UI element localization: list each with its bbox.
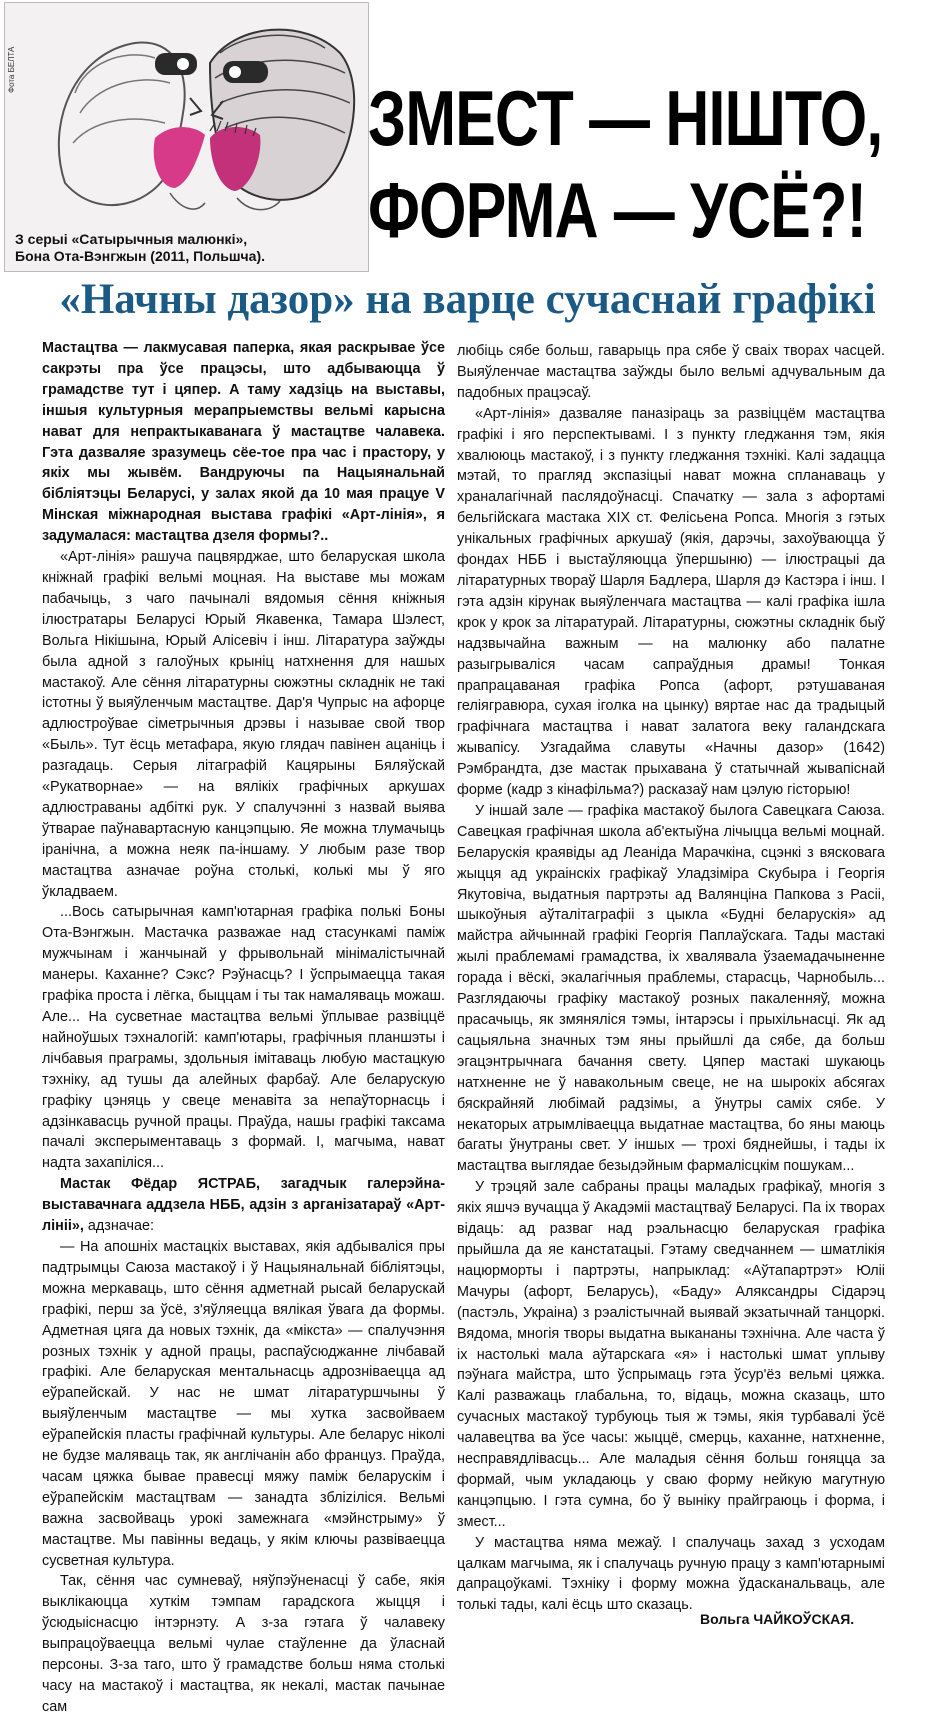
- left-mask: [155, 53, 197, 75]
- headline-line-1: ЗМЕСТ — НІШТО,: [368, 74, 883, 162]
- caption-line-1: З серыі «Сатырычныя малюнкі»,: [15, 231, 248, 247]
- lead-paragraph: Мастацтва — лакмусавая паперка, якая раскрывае ўсе сакрэты пра ўсе працэсы, што адбываюцца ў грамадстве тут і цяпер. А таму хадзіць на выставы, іншыя культурныя мерапрыемствы вельмі карысна нават для непрактыкаванага ў мастацтве чалавека. Гэта дазваляе зразумець сёе-тое пра час і прастору, у якіх мы жывём. Вандруючы па Нацыянальнай бібліятэцы Беларусі, у залах якой да 10 мая працуе V Мінская міжнародная выстава графікі «Арт-лінія», я задумалася: мастацтва дзеля формы?..: [42, 340, 445, 545]
- interviewee-intro-rest: адзначае:: [83, 1218, 154, 1235]
- paragraph: — На апошніх мастацкіх выставах, якія адбываліся пры падтрымцы Саюза мастакоў і ў Нацыянальнай бібліятэцы, можна меркаваць, што сёння адметнай рысай беларускай графікі, перш за ўсё, з'яўляецца вялікая ўвага да формы. Адметная цяга да новых тэхнік, да «мікста» — спалучэння розных тэхнік у адной працы, распаўсюджанне лічбавай графікі. Але беларуская ментальнасць адрозніваецца ад еўрапейскай. У нас не шмат літаратуршчыны ў выяўленчым мастацтве — мы хутка засвойваем еўрапейскія пласты графічнай культуры. Але беларус ніколі не будзе маляваць так, як англічанін або француз. Праўда, часам цяжка бывае правесці мяжу паміж беларускім і еўрапейскім мастацтвам — занадта збліzіліся. Вельмі важна засвойваць урокі замежнага «мэйнстрыму» ў мастацтве. Мы павінны ведаць, у якім ключы развіваецца сусветная культура.: [42, 1238, 445, 1569]
- headline-line-2: ФОРМА — УСЁ?!: [368, 166, 867, 254]
- interview-intro-paragraph: [42, 1174, 445, 1237]
- paragraph: любіць сябе больш, гаварыць пра сябе ў сваіх творах часцей. Выяўленчае мастацтва заўжды было вельмі адчувальным да падобных працэсаў.: [457, 343, 885, 401]
- author-signature: Вольга ЧАЙКОЎСКАЯ.: [700, 1611, 855, 1627]
- paragraph: «Арт-лінія» рашуча пацвярджае, што беларуская школа кніжнай графікі вельмі моцная. На выставе мы можам пабачыць, з чаго пачыналі вядомыя сёння кніжныя ілюстратары Беларусі Юрый Якавенка, Тамара Шэлест, Вольга Нікішына, Юрый Алісевіч і інш. Літаратура заўжды была адной з галоўных крыніц натхнення для нашых мастакоў. Але сёння літаратурны сюжэтны складнік не такі істотны ў выяўленчым мастацтве. Дар'я Чупрыс на афорце адлюстроўвае сіметрычныя дрэвы і называе свой твор «Быль». Тут ёсць метафара, якую глядач павінен ацаніць і разгадаць. Серыя літаграфій Кацярыны Бяляўскай «Рукатворнае» — на вялікіх графічных аркушах адлюстраваны адбіткі рук. У спалучэнні з назвай выява ўтварае паўнавартасную канцэпцыю. Яе можна тлумачыць іранічна, а можна неяк па-іншаму. У любым разе твор мастацтва азначае роўна столькі, колькі мы ў яго ўкладваем.: [42, 549, 445, 900]
- paragraph: «Арт-лінія» дазваляе паназіраць за развіццём мастацтва графікі і яго перспектывамі. І з пункту гледжання тэм, якія хвалююць мастакоў, і з пункту гледжання тэхнікі. Калі задацца мэтай, то прагляд экспазіцыі нават можна спланаваць у храналагічнай паслядоўнасці. Спачатку — зала з афортамі бельгійскага мастака XIX ст. Фелісьена Ропса. Многія з гэтых унікальных графічных аркушаў (якія, дарэчы, захоўваюцца ў фондах НББ і выстаўляюцца ўпершыню) — ілюстрацыі да літаратурных твораў Шарля Бадлера, Шарля дэ Кастэра і інш. І гэта адзін кірунак выяўленчага мастацтва — калі графіка ішла крок у крок за літаратурай. Літаратурны, сюжэтны складнік быў надзвычайна важным — на малюнку або палатне разыгрываліся часам сапраўдныя драмы! Тонкая прапрацаваная графіка Ропса (афорт, рэтушаваная геліягравюра, сухая іголка на цынку) вяртае нас да традыцый графічнага мастацтва і нават залатога веку галандскага жывапісу. Узгадайма славуты «Начны дазор» (1642) Рэмбрандта, дзе мастак прыхавана ў статычнай жывапіснай форме (кадр з кінафільма?) расказаў нам цэлую гісторыю!: [457, 405, 885, 799]
- illustration-satirical-drawing: [4, 2, 369, 272]
- left-lips: [154, 127, 205, 188]
- paragraph: ...Вось сатырычная камп'ютарная графіка полькі Боны Ота-Вэнгжын. Мастачка разважае над стасункамі паміж мужчынам і жанчынай у фрывольнай мінімалістычнай манеры. Каханне? Сэкс? Рэўнасць? І ўспрымаецца такая графіка проста і лёгка, быццам і ты так намаляваць можаш. Але... На сусветнае мастацтва вельмі ўплывае развіццё найноўшых тэхналогій: камп'ютары, графічныя планшэты і лічбавыя праграмы, здольныя імітаваць любую мастацкую тэхніку, ад тушы да алейных фарбаў. Але беларускую графіку цэняць у свеце менавіта за непаўторнасць і адзінкавасць ручной працы. Праўда, нашы графікі таксама пачалі эксперыментаваць з формай. І, магчыма, нават надта захапіліся...: [42, 904, 445, 1172]
- article-column-left: [42, 338, 445, 1718]
- photo-credit: Фота БЕЛТА: [7, 46, 16, 93]
- subtitle: «Начны дазор» на варце сучаснай графікі: [59, 276, 876, 323]
- paragraph: Так, сёння час сумневаў, няўпэўненасці ў сабе, якія выклікаюцца хуткім тэмпам гарадскога жыцця і ўсюдыіснасцю інтэрнэту. А з-за гэтага ў чалавеку выпрацоўваецца вельмі чулае стаўленне да ўласнай персоны. З-за таго, што ў грамадстве больш няма столькі часу на мастакоў і мастацтва, як некалі, мастак пачынае сам: [42, 1573, 445, 1715]
- paragraph: У мастацтва няма межаў. І спалучаць захад з усходам цалкам магчыма, як і спалучаць ручную працу з камп'ютарнымі дапрацоўкамі. Тэхніку і форму можна ўдасканальваць, але толькі тады, калі ёсць што сказаць.: [457, 1534, 885, 1614]
- paragraph: У іншай зале — графіка мастакоў былога Савецкага Саюза. Савецкая графічная школа аб'ектыўна лічыцца вельмі моцнай. Беларускія краявіды ад Леаніда Марачкіна, сцэнкі з вясковага жыцця ад украінскіх графікаў Уладзіміра Скубыра і Георгія Якутовіча, выдатныя партрэты ад Валянціна Папкова з Расіі, шыкоўныя аўталітаграфіі з цыкла «Будні беларускія» ад майстра айчыннай графікі Георгія Паплаўскага. Тады мастакі жылі праблемамі грамадства, іх хвалявала ўзаемадачыненне горада і вёскі, экалагічныя праблемы, старасць, Чарнобыль... Разглядаючы графіку мастакоў розных пакаленняў, можна прасачыць, як змяняліся тэмы, інтарэсы і прыхільнасці. Як ад сацыяльна значных тэм яны прыйшлі да сябе, да больш эгацэнтрычнага бачання свету. Цяпер мастакі шукаюць натхненне не ў навакольным свеце, не на шырокіх абсягах бяскрайняй любімай радзімы, а ўнутры саміх сябе. У некаторых атрымліваецца выдатнае мастацтва, бо яны маюць багаты ўнутраны свет. У іншых — трохі бяднейшы, і тады іх мастацтва выглядае безыдэйным фармалісцкім пошукам...: [457, 802, 885, 1175]
- interviewee-intro: Мастак Фёдар ЯСТРАБ, загадчык галерэйна-выставачнага аддзела НББ, адзін з арганізатараў «Арт-лініі»,: [42, 1176, 445, 1235]
- image-caption: [15, 231, 367, 265]
- article-column-right: [457, 341, 885, 1616]
- paragraph: У трэцяй зале сабраны працы маладых графікаў, многія з якіх яшчэ вучацца ў Акадэміі мастацтваў Беларусі. Па іх творах відаць: ад разваг над рэальнасцю беларуская графіка прыйшла да яе канстатацыі. Гэтаму сведчаннем — шматлікія нацюрморты і партрэты, напрыклад: «Аўтапартрэт» Юліі Мачуры (афорт, Беларусь), «Баду» Аляксандры Сідарэц (пастэль, Украіна) з рэалістычнай выявай экзатычнай танцоркі. Вядома, многія творы выдатна выкананы тэхнічна. Але часта ў іх настолькі мала аўтарскага «я» і настолькі шмат уплыву пэўнага майстра, што ўспрымаць гэта ўсур'ёз вельмі цяжка. Калі разважаць глабальна, то, відаць, можна сказаць, што сучасных мастакоў турбуюць тыя ж тэмы, якія турбавалі ўсё чалавецтва ва ўсе часы: жыццё, смерць, каханне, натхненне, несправядлівасць... Але маладыя сёння больш гоняцца за формай, чым укладаюць у сваю форму нейкую магутную канцэпцыю. І гэта сумна, бо ў выніку прайграюць і форма, і змест...: [457, 1179, 885, 1530]
- headline: [368, 72, 883, 256]
- caption-line-2: Бона Ота-Вэнгжын (2011, Польшча).: [15, 248, 266, 264]
